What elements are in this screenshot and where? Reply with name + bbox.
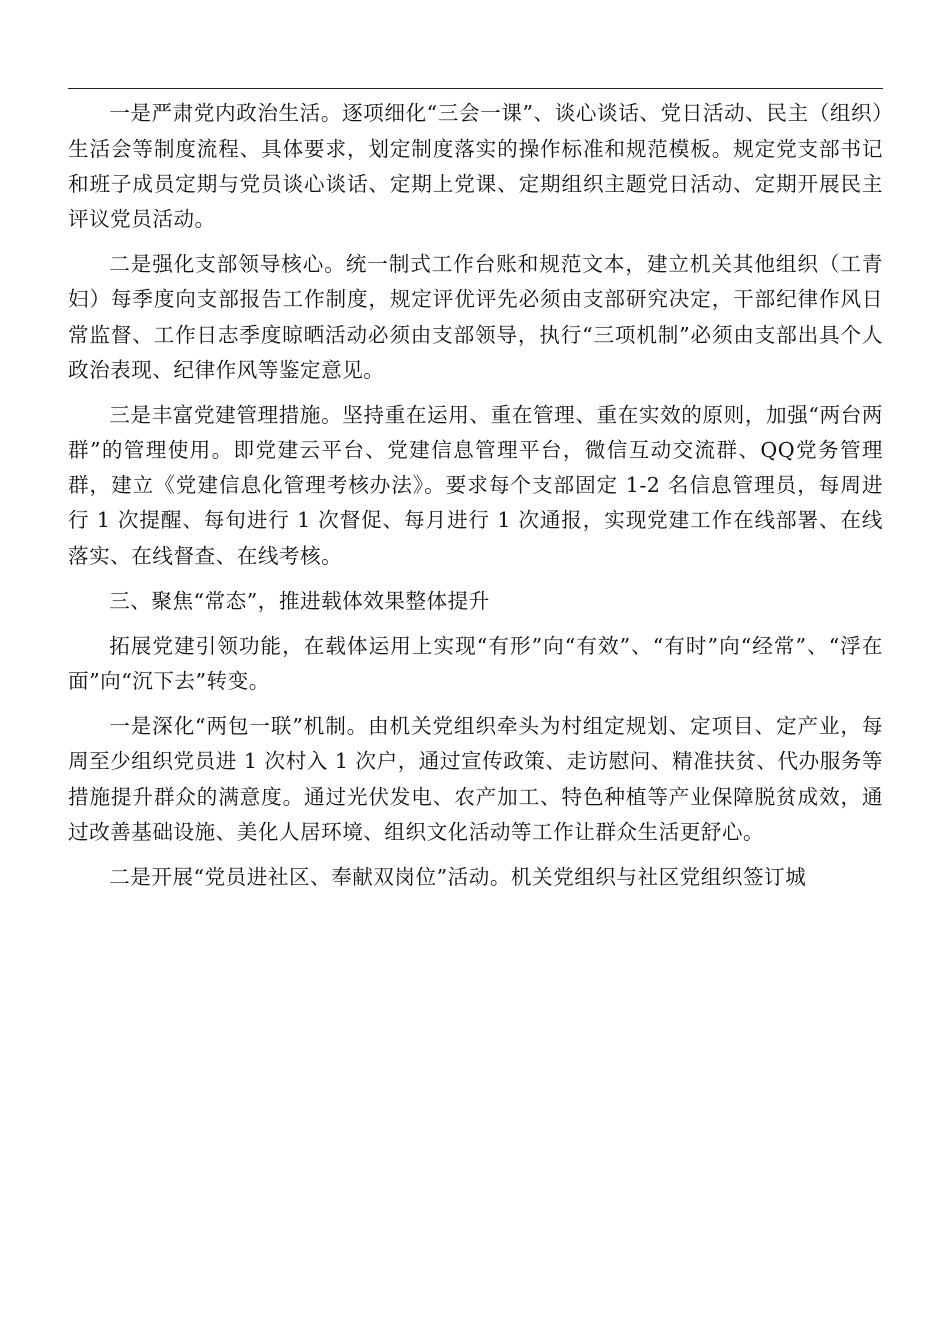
paragraph-party-members-into-community: 二是开展“党员进社区、奉献双岗位”活动。机关党组织与社区党组织签订城 <box>109 864 807 889</box>
paragraph-party-building-management: 三是丰富党建管理措施。坚持重在运用、重在管理、重在实效的原则，加强“两台两群”的管理使用。即党建云平台、党建信息管理平台，微信互动交流群、QQ党务管理群，建立《党建信息化管理考核办法》。要求每个支部固定 1-2 名信息管理员，每周进行 1 次提醒、每旬进行 1 次督促、每月进行 1 次通报，实现党建工作在线部署、在线落实、在线督查、在线考核。 <box>68 402 883 568</box>
section-heading-normalization: 三、聚焦“常态”，推进载体效果整体提升 <box>109 588 490 613</box>
paragraph-party-building-guidance: 拓展党建引领功能，在载体运用上实现“有形”向“有效”、“有时”向“经常”、“浮在面”向“沉下去”转变。 <box>68 633 883 693</box>
paragraph-two-packages-one-link: 一是深化“两包一联”机制。由机关党组织牵头为村组定规划、定项目、定产业，每周至少组织党员进 1 次村入 1 次户，通过宣传政策、走访慰问、精准扶贫、代办服务等措施提升群众的满意度。通过光伏发电、农产加工、特色种植等产业保障脱贫成效，通过改善基础设施、美化人居环境、组织文化活动等工作让群众生活更舒心。 <box>68 714 883 844</box>
paragraph-party-political-life: 一是严肃党内政治生活。逐项细化“三会一课”、谈心谈话、党日活动、民主（组织）生活会等制度流程、具体要求，划定制度落实的操作标准和规范模板。规定党支部书记和班子成员定期与党员谈心谈话、定期上党课、定期组织主题党日活动、定期开展民主评议党员活动。 <box>68 101 883 231</box>
header-rule <box>68 88 883 89</box>
paragraph-branch-leadership-core: 二是强化支部领导核心。统一制式工作台账和规范文本，建立机关其他组织（工青妇）每季度向支部报告工作制度，规定评优评先必须由支部研究决定，干部纪律作风日常监督、工作日志季度晾晒活动必须由支部领导，执行“三项机制”必须由支部出具个人政治表现、纪律作风等鉴定意见。 <box>68 252 883 382</box>
document-body <box>68 94 883 903</box>
